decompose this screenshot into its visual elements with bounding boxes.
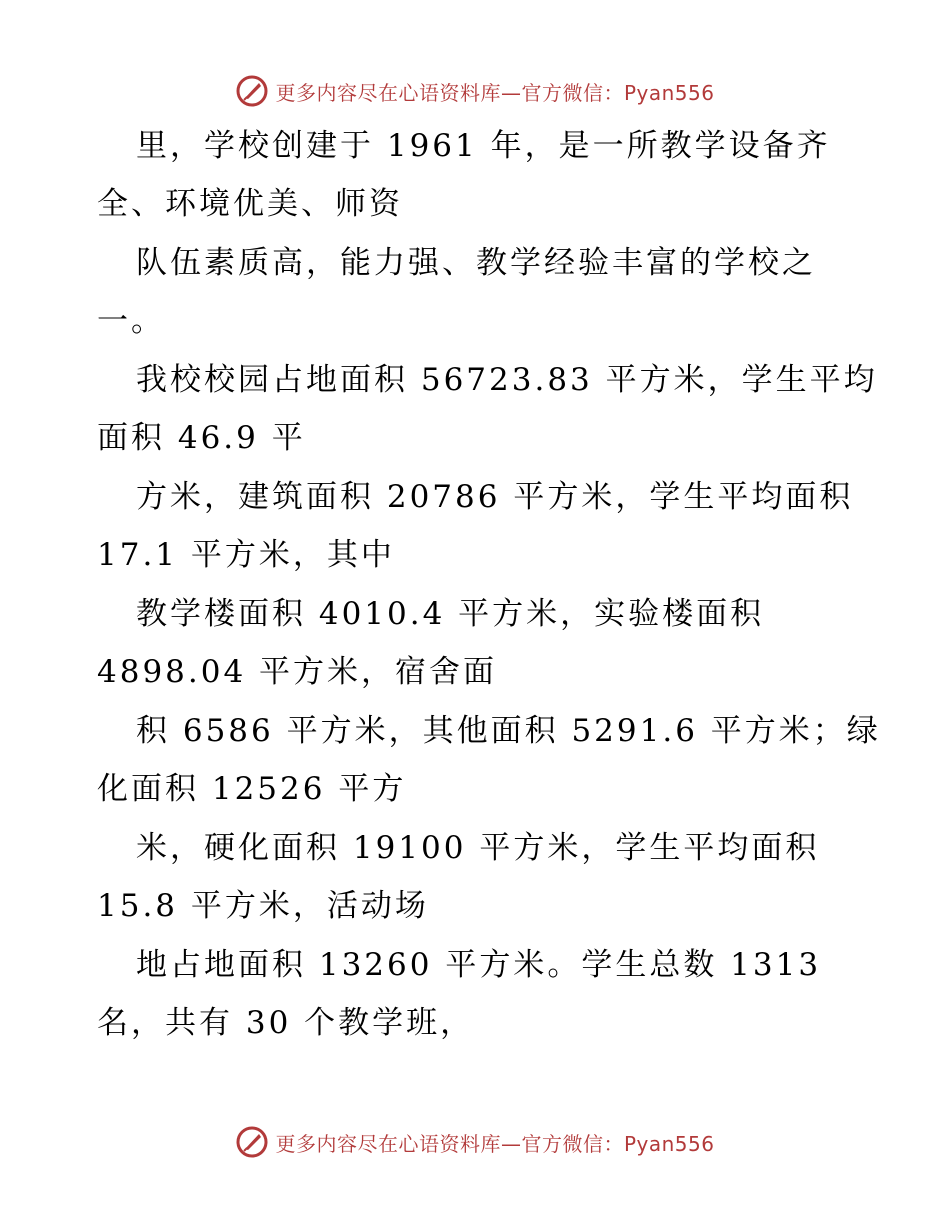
- text-line-6: 面积 46.9 平: [97, 420, 306, 456]
- text-line-3: 队伍素质高，能力强、教学经验丰富的学校之: [136, 245, 816, 281]
- text-line-12: 化面积 12526 平方: [97, 771, 407, 807]
- text-line-13: 米，硬化面积 19100 平方米，学生平均面积: [136, 830, 820, 866]
- text-line-5: 我校校园占地面积 56723.83 平方米，学生平均: [136, 362, 878, 398]
- text-line-10: 4898.04 平方米，宿舍面: [97, 654, 498, 690]
- text-line-1: 里，学校创建于 1961 年，是一所教学设备齐: [136, 128, 831, 164]
- text-line-14: 15.8 平方米，活动场: [97, 888, 429, 924]
- text-line-15: 地占地面积 13260 平方米。学生总数 1313: [136, 947, 822, 983]
- text-line-11: 积 6586 平方米，其他面积 5291.6 平方米；绿: [136, 713, 881, 749]
- header-watermark-text: 更多内容尽在心语资料库—官方微信：Pyan556: [275, 80, 715, 105]
- text-line-8: 17.1 平方米，其中: [97, 537, 395, 573]
- text-line-7: 方米，建筑面积 20786 平方米，学生平均面积: [136, 479, 854, 515]
- text-line-2: 全、环境优美、师资: [97, 186, 403, 222]
- text-line-16: 名，共有 30 个教学班，: [97, 1005, 475, 1041]
- footer-watermark-text: 更多内容尽在心语资料库—官方微信：Pyan556: [275, 1131, 715, 1156]
- text-line-4: 一。: [97, 303, 165, 339]
- footer-watermark: [0, 1125, 950, 1159]
- text-line-9: 教学楼面积 4010.4 平方米，实验楼面积: [136, 596, 765, 632]
- quill-logo-icon: [235, 1125, 269, 1159]
